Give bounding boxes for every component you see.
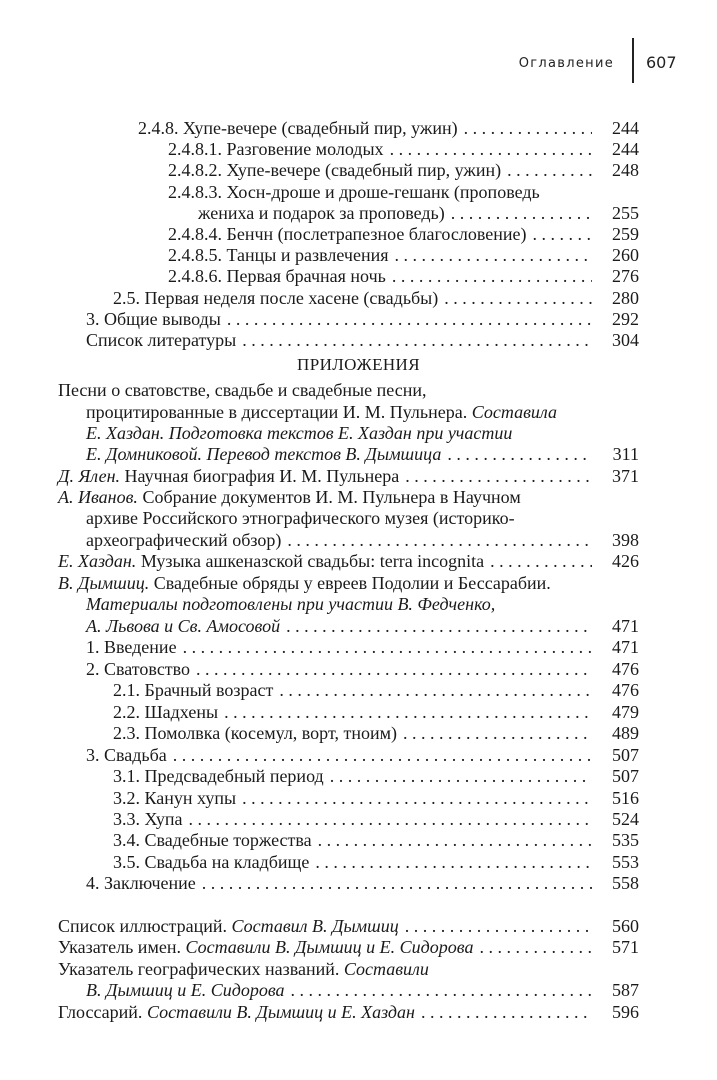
toc-entry-title: Песни о сватовстве, свадьбе и свадебные песни, xyxy=(58,380,427,400)
toc-entry-title: жениха и подарок за проповедь) xyxy=(198,203,445,223)
toc-entry xyxy=(113,766,639,787)
dot-leader xyxy=(532,224,592,245)
toc-entry xyxy=(168,245,639,266)
toc-entry-title: архиве Российского этнографического музея (историко- xyxy=(86,508,515,528)
toc-entry-title: 3.3. Хупа xyxy=(113,809,183,829)
toc-entry-page: 244 xyxy=(612,118,639,138)
toc-entry xyxy=(86,980,639,1001)
toc-entry-title: 2.2. Шадхены xyxy=(113,702,219,722)
dot-leader xyxy=(444,288,592,309)
toc-entry-author: А. Иванов. xyxy=(58,487,138,507)
toc-entry xyxy=(86,444,639,465)
toc-entry-title xyxy=(58,487,521,508)
dot-leader xyxy=(405,916,592,937)
toc-entry-title: Список литературы xyxy=(86,330,237,350)
dot-leader xyxy=(291,980,592,1001)
dot-leader xyxy=(464,118,592,139)
dot-leader xyxy=(286,616,592,637)
dot-leader xyxy=(287,530,592,551)
toc-entry xyxy=(113,680,639,701)
toc-entry-author: В. Дымшиц. xyxy=(58,573,150,593)
toc-entry xyxy=(58,937,639,958)
toc-entry-page: 516 xyxy=(612,788,639,808)
dot-leader xyxy=(227,309,592,330)
toc-entry-title: археографический обзор) xyxy=(86,530,282,550)
toc-entry-text: Глоссарий. xyxy=(58,1002,147,1022)
toc-entry-title: 2.1. Брачный возраст xyxy=(113,680,274,700)
toc-entry-author: Д. Ялен. xyxy=(58,466,120,486)
toc-entry-page: 524 xyxy=(612,809,639,829)
dot-leader xyxy=(421,1002,592,1023)
toc-entry xyxy=(58,551,639,572)
toc-entry-title xyxy=(58,573,551,594)
toc-entry-title xyxy=(58,551,484,572)
dot-leader xyxy=(507,160,592,181)
toc-entry-title: 3. Свадьба xyxy=(86,745,167,765)
toc-entry-page: 560 xyxy=(612,916,639,936)
toc-entry-title: 2.4.8.6. Первая брачная ночь xyxy=(168,266,386,286)
toc-entry xyxy=(138,118,639,139)
running-header-title: Оглавление xyxy=(518,56,614,71)
toc-entry-page: 260 xyxy=(612,245,639,265)
toc-entry-title: 3. Общие выводы xyxy=(86,309,221,329)
toc-entry-page: 304 xyxy=(612,330,639,350)
appendices-heading: ПРИЛОЖЕНИЯ xyxy=(297,355,420,374)
toc-entry xyxy=(86,330,639,351)
toc-entry-page: 259 xyxy=(612,224,639,244)
toc-entry-page: 553 xyxy=(612,852,639,872)
toc-entry-title: 2.4.8.2. Хупе-вечере (свадебный пир, ужин) xyxy=(168,160,502,180)
toc-entry xyxy=(86,637,639,658)
toc-entry-credit: Е. Хаздан. Подготовка текстов Е. Хаздан при участии xyxy=(86,423,513,443)
toc-entry-title: 3.1. Предсвадебный период xyxy=(113,766,324,786)
toc-entry-page: 292 xyxy=(612,309,639,329)
dot-leader xyxy=(173,745,592,766)
toc-entry-page: 248 xyxy=(612,160,639,180)
dot-leader xyxy=(242,330,592,351)
toc-entry-page: 280 xyxy=(612,288,639,308)
toc-entry-title xyxy=(58,1002,415,1023)
toc-entry-text: Свадебные обряды у евреев Подолии и Бессарабии. xyxy=(149,573,551,593)
toc-entry xyxy=(113,809,639,830)
toc-entry-page: 479 xyxy=(612,702,639,722)
toc-entry-title xyxy=(58,916,399,937)
toc-entry-page: 426 xyxy=(612,551,639,571)
toc-entry-text: Собрание документов И. М. Пульнера в Научном xyxy=(137,487,521,507)
toc-entry-title: 2.4.8.3. Хосн-дроше и дроше-гешанк (проповедь xyxy=(168,182,540,202)
toc-entry-title: 2.4.8.4. Бенчн (послетрапезное благословение) xyxy=(168,224,527,244)
toc-entry-page: 371 xyxy=(612,466,639,486)
toc-entry xyxy=(58,916,639,937)
toc-entry xyxy=(58,466,639,487)
toc-entry xyxy=(113,830,639,851)
toc-entry-title xyxy=(58,937,473,958)
toc-entry-credit: В. Дымшиц и Е. Сидорова xyxy=(86,980,285,1000)
toc-entry-page: 471 xyxy=(612,616,639,636)
toc-entry xyxy=(198,203,639,224)
toc-entry-credit: Составили В. Дымшиц и Е. Хаздан xyxy=(146,1002,415,1022)
toc-entry-page: 587 xyxy=(612,980,639,1000)
toc-entry-page: 558 xyxy=(612,873,639,893)
toc-entry-page: 476 xyxy=(612,659,639,679)
dot-leader xyxy=(390,139,592,160)
dot-leader xyxy=(479,937,592,958)
toc-entry-page: 571 xyxy=(612,937,639,957)
toc-entry xyxy=(113,723,639,744)
toc-entry xyxy=(113,288,639,309)
toc-entry-page: 596 xyxy=(612,1002,639,1022)
toc-entry xyxy=(86,873,639,894)
dot-leader xyxy=(405,466,592,487)
toc-entry-title: 3.5. Свадьба на кладбище xyxy=(113,852,310,872)
toc-entry xyxy=(113,852,639,873)
toc-entry-text: Музыка ашкеназской свадьбы: terra incognita xyxy=(136,551,485,571)
dot-leader xyxy=(315,852,592,873)
toc-entry xyxy=(168,139,639,160)
toc-entry-title: 2.3. Помолвка (косемул, ворт, тноим) xyxy=(113,723,397,743)
toc-entry-title: 2.4.8. Хупе-вечере (свадебный пир, ужин) xyxy=(138,118,458,138)
toc-entry xyxy=(168,224,639,245)
toc-entry-credit: Материалы подготовлены при участии В. Федченко, xyxy=(86,594,496,614)
toc-entry-title xyxy=(58,466,399,487)
toc-entry xyxy=(168,266,639,287)
dot-leader xyxy=(318,830,592,851)
dot-leader xyxy=(224,702,592,723)
dot-leader xyxy=(395,245,593,266)
toc-entry xyxy=(58,1002,639,1023)
toc-entry-page: 398 xyxy=(612,530,639,550)
toc-entry-title: 2.4.8.1. Разговение молодых xyxy=(168,139,384,159)
toc-entry-title: 4. Заключение xyxy=(86,873,196,893)
toc-entry-page: 489 xyxy=(612,723,639,743)
toc-entry-credit: А. Львова и Св. Амосовой xyxy=(86,616,281,636)
toc-entry-text: Список иллюстраций. xyxy=(58,916,232,936)
toc-entry-title xyxy=(86,402,557,423)
dot-leader xyxy=(279,680,592,701)
toc-entry-title: 2. Сватовство xyxy=(86,659,191,679)
toc-entry-page: 276 xyxy=(612,266,639,286)
toc-entry-credit: Составил В. Дымшиц xyxy=(231,916,399,936)
toc-entry-text: Научная биография И. М. Пульнера xyxy=(120,466,400,486)
toc-entry-title: 3.2. Канун хупы xyxy=(113,788,237,808)
toc-entry-title: 3.4. Свадебные торжества xyxy=(113,830,312,850)
dot-leader xyxy=(330,766,592,787)
toc-entry-page: 471 xyxy=(612,637,639,657)
toc-entry-page: 507 xyxy=(612,766,639,786)
toc-entry-title: 2.4.8.5. Танцы и развлечения xyxy=(168,245,389,265)
toc-entry-author: Е. Хаздан. xyxy=(58,551,137,571)
toc-entry xyxy=(86,616,639,637)
toc-entry xyxy=(113,788,639,809)
dot-leader xyxy=(392,266,592,287)
toc-entry-page: 311 xyxy=(612,444,639,464)
dot-leader xyxy=(490,551,592,572)
dot-leader xyxy=(189,809,592,830)
page-number: 607 xyxy=(646,53,677,72)
dot-leader xyxy=(451,203,592,224)
dot-leader xyxy=(403,723,592,744)
toc-entry-credit: Составили В. Дымшиц и Е. Сидорова xyxy=(185,937,474,957)
toc-entry-credit: Е. Домниковой. Перевод текстов В. Дымшица xyxy=(86,444,442,464)
toc-entry-page: 535 xyxy=(612,830,639,850)
toc-entry-credit: Составили xyxy=(343,959,429,979)
toc-entry xyxy=(113,702,639,723)
toc-entry xyxy=(86,309,639,330)
toc-entry-title xyxy=(58,959,429,980)
toc-entry-text: Указатель географических названий. xyxy=(58,959,344,979)
toc-entry-credit: Составила xyxy=(471,402,557,422)
toc-entry-page: 507 xyxy=(612,745,639,765)
toc-entry-text: Указатель имен. xyxy=(58,937,186,957)
toc-entry-title: 2.5. Первая неделя после хасене (свадьбы) xyxy=(113,288,439,308)
toc-entry-page: 255 xyxy=(612,203,639,223)
toc-entry xyxy=(86,659,639,680)
dot-leader xyxy=(183,637,592,658)
toc-entry-text: процитированные в диссертации И. М. Пульнера. xyxy=(86,402,472,422)
header-divider xyxy=(632,38,634,83)
dot-leader xyxy=(447,444,592,465)
toc-entry-page: 476 xyxy=(612,680,639,700)
dot-leader xyxy=(202,873,592,894)
toc-entry xyxy=(86,745,639,766)
toc-entry xyxy=(168,160,639,181)
dot-leader xyxy=(242,788,592,809)
toc-entry-page: 244 xyxy=(612,139,639,159)
dot-leader xyxy=(196,659,592,680)
toc-entry-title: 1. Введение xyxy=(86,637,177,657)
toc-entry xyxy=(86,530,639,551)
